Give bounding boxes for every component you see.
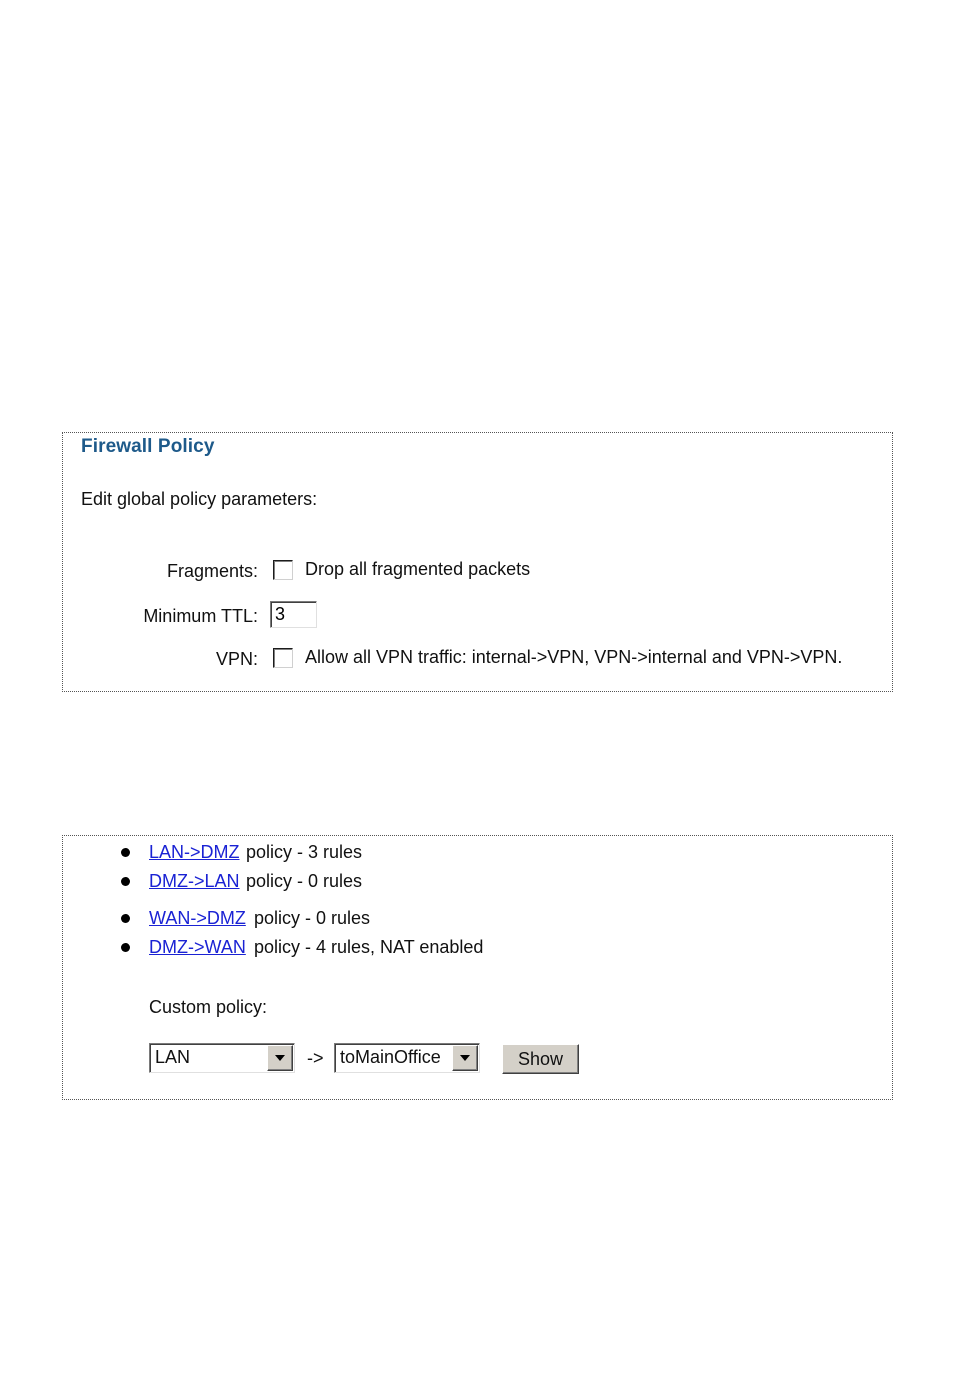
policy-description: policy - 4 rules, NAT enabled	[254, 937, 484, 957]
allow-vpn-checkbox[interactable]	[273, 648, 293, 668]
min-ttl-row	[63, 601, 894, 631]
policy-link-lan-dmz[interactable]: LAN->DMZ	[149, 842, 240, 862]
chevron-down-icon[interactable]	[267, 1045, 293, 1071]
policy-description: policy - 0 rules	[246, 871, 363, 891]
policy-link-wan-dmz[interactable]: WAN->DMZ	[149, 908, 246, 928]
vpn-label: VPN:	[215, 649, 258, 669]
min-ttl-label: Minimum TTL:	[143, 606, 258, 626]
fragments-row	[63, 556, 894, 586]
direction-separator: ->	[307, 1048, 324, 1068]
list-item	[63, 935, 823, 961]
bullet-icon	[121, 914, 130, 923]
source-zone-value: LAN	[155, 1047, 191, 1067]
policy-description: policy - 3 rules	[246, 842, 363, 862]
min-ttl-input[interactable]	[270, 601, 317, 628]
list-item	[63, 840, 823, 866]
list-item	[63, 906, 823, 932]
intro-text: Edit global policy parameters:	[81, 489, 318, 509]
vpn-row	[63, 644, 894, 674]
allow-vpn-label[interactable]: Allow all VPN traffic: internal->VPN, VPN->internal and VPN->VPN.	[305, 647, 843, 667]
policy-list-panel	[62, 835, 893, 1100]
firewall-policy-panel	[62, 432, 893, 692]
bullet-icon	[121, 943, 130, 952]
policy-description: policy - 0 rules	[254, 908, 371, 928]
bullet-icon	[121, 877, 130, 886]
fragments-label: Fragments:	[166, 561, 258, 581]
dest-zone-select[interactable]	[334, 1043, 480, 1073]
panel-title: Firewall Policy	[81, 436, 215, 457]
policy-link-dmz-lan[interactable]: DMZ->LAN	[149, 871, 240, 891]
list-item	[63, 869, 823, 895]
custom-policy-label: Custom policy:	[149, 997, 268, 1017]
chevron-down-icon[interactable]	[452, 1045, 478, 1071]
source-zone-select[interactable]	[149, 1043, 295, 1073]
bullet-icon	[121, 848, 130, 857]
dest-zone-value: toMainOffice	[340, 1047, 441, 1067]
policy-link-dmz-wan[interactable]: DMZ->WAN	[149, 937, 246, 957]
show-button[interactable]: Show	[502, 1044, 579, 1074]
drop-fragments-checkbox[interactable]	[273, 560, 293, 580]
drop-fragments-label[interactable]: Drop all fragmented packets	[305, 559, 531, 579]
